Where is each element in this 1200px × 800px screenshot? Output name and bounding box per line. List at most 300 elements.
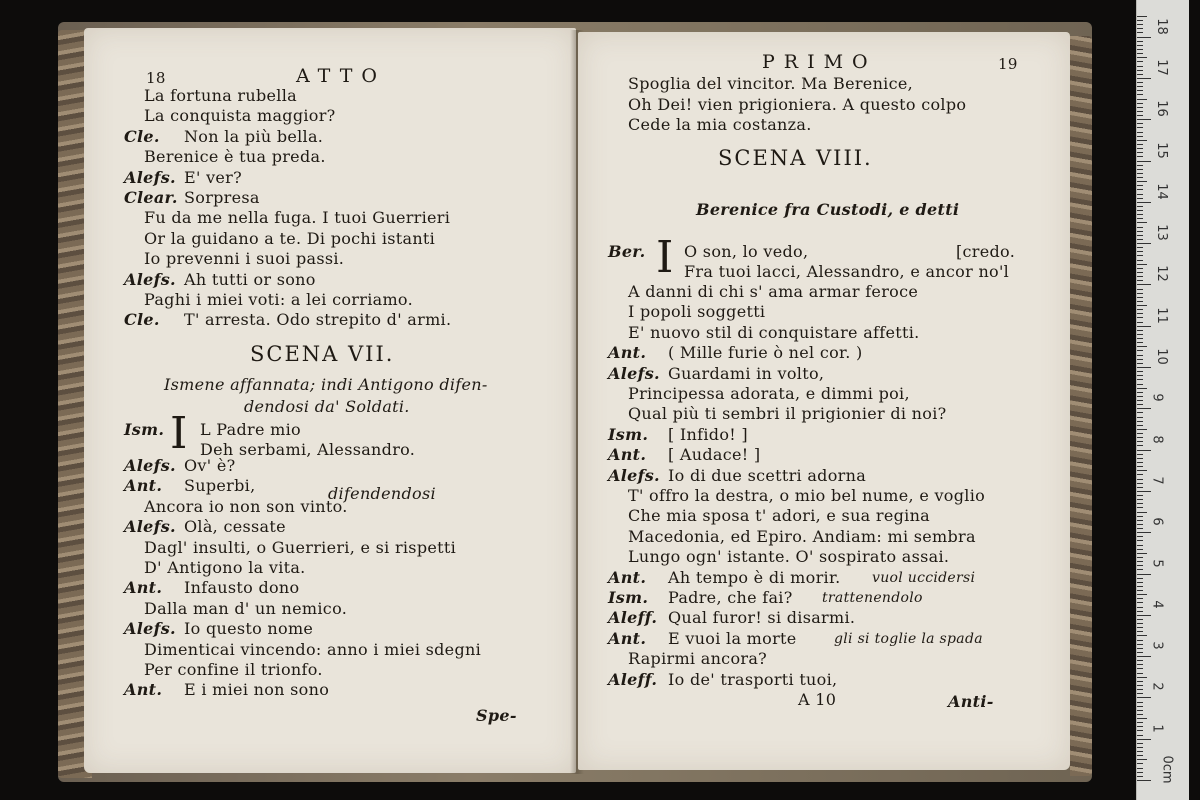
- ruler-tick: [1137, 532, 1151, 533]
- ruler-label: 7: [1149, 476, 1165, 485]
- speaker-label: Ism.: [608, 588, 649, 607]
- ruler-tick: [1137, 540, 1143, 541]
- ruler-tick: [1137, 528, 1143, 529]
- dialogue-line: Qual più ti sembri il prigionier di noi?: [628, 404, 947, 424]
- running-head-left: ATTO: [296, 65, 386, 87]
- speaker-label: Aleff.: [608, 669, 658, 689]
- ruler-label: 13: [1153, 224, 1169, 241]
- speaker-label: Alefs.: [124, 619, 176, 639]
- scene-title-vii: SCENA VII.: [250, 342, 395, 366]
- ruler-tick: [1137, 557, 1143, 558]
- ruler-tick: [1137, 718, 1147, 719]
- ruler-tick: [1137, 367, 1151, 368]
- dialogue-line: E i miei non sono: [184, 680, 330, 700]
- ruler-tick: [1137, 247, 1143, 248]
- ruler-tick: [1137, 264, 1147, 265]
- ber-credo: [credo.: [956, 242, 1016, 261]
- ruler-tick: [1137, 165, 1143, 166]
- speaker-label: Alefs.: [124, 456, 176, 475]
- ruler-tick: [1137, 664, 1143, 665]
- ruler-tick: [1137, 132, 1143, 133]
- ruler-tick: [1137, 363, 1143, 364]
- ruler-tick: [1137, 94, 1143, 95]
- ruler-label: 17: [1153, 59, 1169, 76]
- ruler-tick: [1137, 433, 1143, 434]
- ruler-tick: [1137, 660, 1143, 661]
- ruler-tick: [1137, 32, 1143, 33]
- dialogue-line: Ancora io non son vinto.: [144, 496, 348, 516]
- stage-direction-uccidersi: vuol uccidersi: [872, 570, 976, 586]
- ruler-tick: [1137, 346, 1147, 347]
- dialogue-line: Qual furor! si disarmi.: [668, 608, 856, 628]
- stage-direction-viii: Berenice fra Custodi, e detti: [696, 200, 960, 219]
- ruler-tick: [1137, 491, 1151, 492]
- ruler-tick: [1137, 607, 1143, 608]
- ruler-tick: [1137, 185, 1143, 186]
- ruler-tick: [1137, 590, 1143, 591]
- ruler-tick: [1137, 342, 1143, 343]
- ruler-tick: [1137, 768, 1143, 769]
- ruler-tick: [1137, 780, 1151, 781]
- dialogue-line: Dagl' insulti, o Guerrieri, e si rispetti: [144, 537, 457, 557]
- ruler-tick: [1137, 726, 1143, 727]
- ruler-tick: [1137, 74, 1143, 75]
- ruler-tick: [1137, 429, 1147, 430]
- stage-direction-vii-line2: dendosi da' Soldati.: [244, 397, 410, 416]
- ruler-tick: [1137, 338, 1143, 339]
- ruler-tick: [1137, 123, 1143, 124]
- stage-direction-trattenendolo: trattenendolo: [822, 590, 923, 606]
- ruler-tick: [1137, 437, 1143, 438]
- ruler-tick: [1137, 301, 1143, 302]
- ruler-label: 4: [1149, 600, 1165, 609]
- ruler-tick: [1137, 107, 1143, 108]
- ruler-label: 3: [1149, 641, 1165, 650]
- ruler-tick: [1137, 28, 1143, 29]
- ruler-tick: [1137, 305, 1147, 306]
- stage-direction-difendendosi: difendendosi: [328, 484, 436, 503]
- ruler-tick: [1137, 689, 1143, 690]
- dialogue-line: Io prevenni i suoi passi.: [144, 249, 345, 269]
- ruler-tick: [1137, 710, 1143, 711]
- ruler-tick: [1137, 507, 1143, 508]
- ruler-tick: [1137, 309, 1143, 310]
- speaker-label: Clear.: [124, 188, 178, 207]
- dropcap-left: I: [170, 408, 188, 459]
- ruler-tick: [1137, 119, 1151, 120]
- speaker-label: Alefs.: [124, 269, 176, 289]
- ruler-tick: [1137, 565, 1143, 566]
- ruler-tick: [1137, 673, 1143, 674]
- dialogue-line: Or la guidano a te. Di pochi istanti: [144, 228, 436, 248]
- ruler-tick: [1137, 140, 1147, 141]
- ruler-tick: [1137, 210, 1143, 211]
- speaker-ism: Ism.: [124, 420, 165, 439]
- dialogue-line: Io di due scettri adorna: [668, 465, 867, 485]
- dialogue-line: T' arresta. Odo strepito d' armi.: [184, 310, 452, 330]
- dialogue-line: La fortuna rubella: [144, 86, 297, 105]
- ruler-tick: [1137, 148, 1143, 149]
- ruler-tick: [1137, 202, 1151, 203]
- ruler-tick: [1137, 16, 1147, 17]
- speaker-label: Alefs.: [124, 167, 176, 187]
- ruler-tick: [1137, 317, 1143, 318]
- dialogue-line: Per confine il trionfo.: [144, 660, 323, 679]
- ruler-tick: [1137, 602, 1143, 603]
- ruler-tick: [1137, 458, 1143, 459]
- ruler-tick: [1137, 231, 1143, 232]
- stage-direction-spada: gli si toglie la spada: [834, 631, 983, 647]
- ruler-tick: [1137, 194, 1143, 195]
- ruler-tick: [1137, 582, 1143, 583]
- ruler-tick: [1137, 776, 1143, 777]
- speaker-label: Ant.: [608, 628, 647, 648]
- ruler-tick: [1137, 611, 1143, 612]
- dialogue-line: Che mia sposa t' adori, e sua regina: [628, 506, 931, 526]
- ism-line-1: L Padre mio: [200, 420, 301, 439]
- ruler-tick: [1137, 635, 1147, 636]
- speaker-label: Alefs.: [124, 517, 176, 537]
- ruler-tick: [1137, 103, 1143, 104]
- ruler-label: 2: [1149, 682, 1165, 692]
- dialogue-line: Dimenticai vincendo: anno i miei sdegni: [144, 639, 482, 659]
- catchword-left: Spe-: [476, 706, 517, 725]
- dialogue-line: [ Audace! ]: [668, 445, 761, 465]
- ruler-tick: [1137, 615, 1151, 616]
- ruler-tick: [1137, 20, 1143, 21]
- ruler-tick: [1137, 470, 1147, 471]
- ruler-tick: [1137, 177, 1143, 178]
- ruler-tick: [1137, 569, 1143, 570]
- dropcap-right: I: [656, 232, 674, 283]
- speaker-label: Alefs.: [608, 363, 660, 383]
- ruler-tick: [1137, 115, 1143, 116]
- left-page: [84, 28, 576, 773]
- dialogue-line: Ov' è?: [184, 456, 236, 475]
- ruler-tick: [1137, 640, 1143, 641]
- ruler-tick: [1137, 516, 1143, 517]
- ruler-tick: [1137, 152, 1143, 153]
- ruler-tick: [1137, 735, 1143, 736]
- ruler-tick: [1137, 598, 1143, 599]
- ruler-tick: [1137, 99, 1147, 100]
- ruler-tick: [1137, 181, 1147, 182]
- ruler-tick: [1137, 37, 1151, 38]
- ruler-tick: [1137, 86, 1143, 87]
- ruler-tick: [1137, 425, 1143, 426]
- ruler-tick: [1137, 706, 1143, 707]
- ruler-tick: [1137, 499, 1143, 500]
- ruler-tick: [1137, 268, 1143, 269]
- ruler-tick: [1137, 668, 1143, 669]
- ruler-tick: [1137, 623, 1143, 624]
- ruler-tick: [1137, 90, 1143, 91]
- ruler-tick: [1137, 222, 1147, 223]
- ruler-tick: [1137, 276, 1143, 277]
- speaker-label: Ant.: [608, 567, 647, 587]
- ruler-tick: [1137, 334, 1143, 335]
- ruler-tick: [1137, 280, 1143, 281]
- ruler-tick: [1137, 289, 1143, 290]
- ruler-tick: [1137, 313, 1143, 314]
- speaker-ber: Ber.: [608, 242, 646, 261]
- ruler-tick: [1137, 57, 1147, 58]
- dialogue-line: E' nuovo stil di conquistare affetti.: [628, 322, 920, 342]
- ruler-tick: [1137, 198, 1143, 199]
- ruler-tick: [1137, 218, 1143, 219]
- ruler-tick: [1137, 685, 1143, 686]
- ruler-tick: [1137, 239, 1143, 240]
- ruler-tick: [1137, 631, 1143, 632]
- ruler-label: 15: [1153, 141, 1169, 159]
- ruler-tick: [1137, 260, 1143, 261]
- dialogue-line: I popoli soggetti: [628, 302, 766, 322]
- ruler-tick: [1137, 206, 1143, 207]
- dialogue-line: Spoglia del vincitor. Ma Berenice,: [628, 74, 914, 93]
- ruler-label: 10: [1153, 348, 1169, 365]
- dialogue-line: Olà, cessate: [184, 517, 286, 537]
- speaker-label: Alefs.: [608, 465, 660, 485]
- dialogue-line: Infausto dono: [184, 578, 300, 598]
- ruler-tick: [1137, 751, 1143, 752]
- ruler-tick: [1137, 445, 1143, 446]
- page-number-left: 18: [146, 69, 166, 87]
- ruler-tick: [1137, 384, 1143, 385]
- ruler-tick: [1137, 136, 1143, 137]
- dialogue-line: Io questo nome: [184, 619, 314, 639]
- ruler-label: 0cm: [1159, 755, 1175, 784]
- ruler-label: 16: [1153, 100, 1169, 117]
- ruler-label: 12: [1153, 265, 1169, 283]
- ruler-tick: [1137, 255, 1143, 256]
- ruler-tick: [1137, 545, 1143, 546]
- speaker-label: Ant.: [124, 578, 163, 598]
- ruler-tick: [1137, 553, 1147, 554]
- ruler-tick: [1137, 371, 1143, 372]
- ruler-tick: [1137, 441, 1143, 442]
- ruler-tick: [1137, 702, 1143, 703]
- dialogue-line: T' offro la destra, o mio bel nume, e voglio: [628, 486, 986, 505]
- ruler-tick: [1137, 243, 1151, 244]
- ruler-tick: [1137, 487, 1143, 488]
- ruler-tick: [1137, 272, 1143, 273]
- dialogue-line: Padre, che fai?: [668, 588, 793, 607]
- ruler-tick: [1137, 586, 1143, 587]
- ruler-tick: [1137, 714, 1143, 715]
- ruler-tick: [1137, 45, 1143, 46]
- ruler-tick: [1137, 503, 1143, 504]
- speaker-label: Ant.: [608, 445, 647, 465]
- ruler-label: 5: [1149, 558, 1165, 568]
- ism-line-2: Deh serbami, Alessandro.: [200, 440, 416, 459]
- dialogue-line: Ah tutti or sono: [184, 269, 316, 289]
- dialogue-line: Io de' trasporti tuoi,: [668, 669, 838, 689]
- dialogue-line: Ah tempo è di morir.: [668, 567, 841, 587]
- ruler-tick: [1137, 251, 1143, 252]
- page-number-right: 19: [998, 55, 1018, 73]
- ruler-tick: [1137, 355, 1143, 356]
- dialogue-line: E' ver?: [184, 167, 242, 187]
- ruler-tick: [1137, 379, 1143, 380]
- measurement-ruler: [1136, 0, 1189, 800]
- dialogue-line: Paghi i miei voti: a lei corriamo.: [144, 290, 413, 309]
- ruler-tick: [1137, 763, 1143, 764]
- ruler-tick: [1137, 772, 1143, 773]
- ruler-tick: [1137, 227, 1143, 228]
- ruler-tick: [1137, 388, 1147, 389]
- ruler-tick: [1137, 462, 1143, 463]
- ruler-label: 14: [1153, 183, 1169, 200]
- ruler-tick: [1137, 466, 1143, 467]
- running-head-right: PRIMO: [762, 51, 877, 73]
- right-page: [578, 32, 1070, 770]
- ruler-tick: [1137, 520, 1143, 521]
- ruler-tick: [1137, 454, 1143, 455]
- ruler-tick: [1137, 561, 1143, 562]
- dialogue-line: D' Antigono la vita.: [144, 558, 306, 577]
- ruler-tick: [1137, 173, 1143, 174]
- dialogue-line: A danni di chi s' ama armar feroce: [628, 282, 919, 301]
- dialogue-line: E vuoi la morte: [668, 628, 797, 648]
- ruler-tick: [1137, 330, 1143, 331]
- ruler-tick: [1137, 594, 1147, 595]
- ruler-tick: [1137, 49, 1143, 50]
- dialogue-line: Berenice è tua preda.: [144, 147, 326, 167]
- ruler-tick: [1137, 697, 1151, 698]
- ruler-tick: [1137, 235, 1143, 236]
- ruler-tick: [1137, 144, 1143, 145]
- ruler-tick: [1137, 82, 1143, 83]
- ruler-tick: [1137, 297, 1143, 298]
- ruler-tick: [1137, 648, 1143, 649]
- ruler-tick: [1137, 161, 1151, 162]
- ruler-tick: [1137, 495, 1143, 496]
- ruler-tick: [1137, 755, 1143, 756]
- ruler-tick: [1137, 619, 1143, 620]
- ruler-tick: [1137, 392, 1143, 393]
- ber-line-1: O son, lo vedo,: [684, 242, 809, 261]
- ruler-tick: [1137, 644, 1143, 645]
- dialogue-line: Guardami in volto,: [668, 363, 825, 383]
- ruler-tick: [1137, 479, 1143, 480]
- ruler-tick: [1137, 111, 1143, 112]
- speaker-label: Ant.: [124, 476, 163, 496]
- ruler-tick: [1137, 214, 1143, 215]
- ruler-tick: [1137, 78, 1151, 79]
- ruler-tick: [1137, 41, 1143, 42]
- ruler-tick: [1137, 739, 1151, 740]
- ruler-label: 8: [1149, 434, 1165, 444]
- speaker-label: Ism.: [608, 424, 649, 444]
- ruler-tick: [1137, 574, 1151, 575]
- dialogue-line: Macedonia, ed Epiro. Andiam: mi sembra: [628, 526, 976, 546]
- dialogue-line: Rapirmi ancora?: [628, 649, 768, 669]
- ruler-label: 18: [1153, 17, 1169, 35]
- ruler-tick: [1137, 396, 1143, 397]
- dialogue-line: Lungo ogn' istante. O' sospirato assai.: [628, 547, 950, 567]
- marbled-cover-edge-right: [1070, 36, 1092, 776]
- ruler-tick: [1137, 536, 1143, 537]
- ruler-tick: [1137, 681, 1143, 682]
- dialogue-line: Dalla man d' un nemico.: [144, 598, 348, 618]
- signature-mark: A 10: [798, 690, 837, 709]
- dialogue-line: Superbi,: [184, 476, 256, 496]
- ruler-tick: [1137, 412, 1143, 413]
- ruler-tick: [1137, 375, 1143, 376]
- ruler-tick: [1137, 284, 1151, 285]
- ruler-tick: [1137, 189, 1143, 190]
- ruler-tick: [1137, 549, 1143, 550]
- scene-title-viii: SCENA VIII.: [718, 146, 873, 170]
- ruler-tick: [1137, 450, 1151, 451]
- ruler-tick: [1137, 169, 1143, 170]
- ruler-tick: [1137, 53, 1143, 54]
- speaker-label: Aleff.: [608, 608, 658, 628]
- ruler-tick: [1137, 759, 1147, 760]
- ruler-tick: [1137, 359, 1143, 360]
- ruler-tick: [1137, 322, 1143, 323]
- ruler-tick: [1137, 578, 1143, 579]
- ruler-tick: [1137, 293, 1143, 294]
- dialogue-line: Oh Dei! vien prigioniera. A questo colpo: [628, 94, 967, 114]
- ruler-tick: [1137, 326, 1151, 327]
- ruler-label: 6: [1149, 517, 1165, 526]
- ruler-tick: [1137, 512, 1147, 513]
- ruler-tick: [1137, 652, 1143, 653]
- speaker-label: Ant.: [124, 680, 163, 700]
- ruler-tick: [1137, 722, 1143, 723]
- ruler-tick: [1137, 743, 1143, 744]
- dialogue-line: Principessa adorata, e dimmi poi,: [628, 384, 910, 403]
- speaker-label: Cle.: [124, 126, 160, 146]
- speaker-label: Ant.: [608, 343, 647, 363]
- ruler-tick: [1137, 66, 1143, 67]
- ber-line-2: Fra tuoi lacci, Alessandro, e ancor no'l: [684, 262, 1010, 281]
- ruler-label: 9: [1149, 393, 1165, 402]
- dialogue-line: ( Mille furie ò nel cor. ): [668, 343, 863, 363]
- ruler-tick: [1137, 524, 1143, 525]
- ruler-tick: [1137, 627, 1143, 628]
- ruler-tick: [1137, 61, 1143, 62]
- dialogue-line: Cede la mia costanza.: [628, 115, 812, 134]
- ruler-tick: [1137, 70, 1143, 71]
- speaker-label: Cle.: [124, 310, 160, 330]
- dialogue-line: La conquista maggior?: [144, 106, 336, 126]
- ruler-tick: [1137, 417, 1143, 418]
- ruler-tick: [1137, 693, 1143, 694]
- ruler-tick: [1137, 404, 1143, 405]
- stage-direction-vii-line1: Ismene affannata; indi Antigono difen-: [164, 375, 488, 394]
- ruler-tick: [1137, 24, 1143, 25]
- ruler-tick: [1137, 656, 1151, 657]
- dialogue-line: Sorpresa: [184, 188, 260, 207]
- ruler-label: 11: [1153, 306, 1169, 324]
- ruler-tick: [1137, 400, 1143, 401]
- ruler-tick: [1137, 747, 1143, 748]
- dialogue-line: Non la più bella.: [184, 126, 324, 146]
- ruler-tick: [1137, 421, 1143, 422]
- dialogue-line: [ Infido! ]: [668, 424, 748, 444]
- ruler-label: 1: [1149, 724, 1165, 733]
- ruler-tick: [1137, 474, 1143, 475]
- ruler-tick: [1137, 408, 1151, 409]
- catchword-right: Anti-: [948, 692, 994, 711]
- ruler-tick: [1137, 156, 1143, 157]
- ruler-tick: [1137, 350, 1143, 351]
- ruler-tick: [1137, 730, 1143, 731]
- ruler-tick: [1137, 677, 1147, 678]
- ruler-tick: [1137, 127, 1143, 128]
